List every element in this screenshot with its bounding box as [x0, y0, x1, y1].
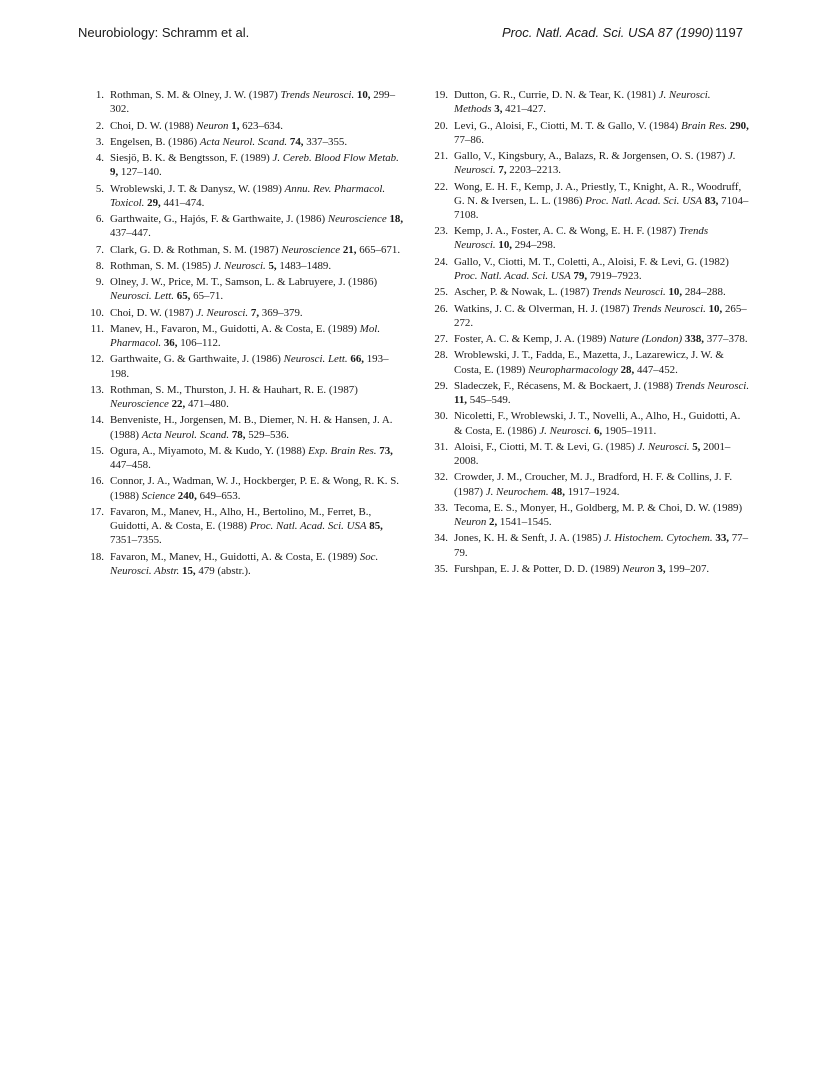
reference-pages: 369–379. [261, 306, 303, 319]
reference-item [424, 409, 750, 437]
reference-number: 26. [434, 302, 448, 315]
reference-item [80, 119, 406, 133]
reference-pages: 529–536. [248, 428, 290, 441]
reference-number: 6. [95, 213, 104, 226]
reference-journal: Neuroscience [281, 243, 341, 256]
reference-authors: Foster, A. C. & Kemp, J. A. (1989) [454, 333, 607, 345]
reference-number: 17. [90, 505, 104, 518]
reference-volume: 33, [715, 532, 729, 545]
reference-journal: J. Neurosci. Methods [454, 89, 711, 116]
reference-pages: 665–671. [359, 243, 401, 256]
reference-volume: 290, [729, 119, 749, 132]
reference-authors: Favaron, M., Manev, H., Guidotti, A. & Costa, E. (1989) [110, 550, 358, 563]
reference-number: 5. [95, 182, 104, 195]
reference-number: 20. [434, 119, 448, 132]
reference-journal: Neuroscience [327, 213, 387, 226]
page-header [78, 25, 743, 45]
reference-item [424, 88, 750, 116]
reference-volume: 3, [494, 103, 503, 116]
reference-pages: 1905–1911. [604, 424, 657, 437]
reference-journal: J. Neurosci. [539, 424, 592, 437]
reference-authors: Aloisi, F., Ciotti, M. T. & Levi, G. (1985) [454, 440, 635, 453]
reference-journal: Neurosci. Lett. [110, 290, 175, 303]
reference-volume: 240, [177, 489, 197, 502]
reference-pages: 7919–7923. [589, 269, 642, 282]
reference-pages: 199–207. [668, 562, 710, 575]
reference-number: 13. [90, 383, 104, 396]
reference-journal: Neuron [622, 562, 655, 575]
running-head-journal: Proc. Natl. Acad. Sci. USA 87 (1990) [502, 25, 714, 40]
reference-journal: Neuroscience [110, 398, 169, 411]
reference-pages: 1483–1489. [279, 259, 332, 272]
page-number: 1197 [715, 25, 743, 40]
reference-volume: 65, [176, 290, 191, 303]
reference-volume: 7, [498, 164, 507, 177]
reference-authors: Benveniste, H., Jorgensen, M. B., Diemer, N. H. & Hansen, J. A. (1988) [110, 414, 393, 441]
reference-journal: J. Neurochem. [485, 485, 549, 498]
reference-journal: Neuropharmacology [528, 363, 618, 376]
reference-pages: 441–474. [163, 196, 205, 209]
reference-number: 34. [434, 532, 448, 545]
reference-authors: Gallo, V., Ciotti, M. T., Coletti, A., Aloisi, F. & Levi, G. (1982) [454, 255, 729, 268]
reference-pages: 65–71. [193, 290, 224, 303]
reference-item [424, 379, 750, 407]
reference-journal: J. Neurosci. [213, 259, 266, 272]
reference-number: 1. [95, 89, 104, 101]
reference-volume: 28, [620, 363, 635, 376]
references-column-right [424, 88, 750, 578]
reference-volume: 79, [573, 269, 588, 282]
reference-journal: Acta Neurol. Scand. [199, 135, 288, 148]
reference-journal: J. Neurosci. [196, 306, 249, 319]
reference-volume: 10, [356, 89, 371, 101]
reference-number: 30. [434, 410, 448, 423]
reference-journal: Neuron [196, 119, 229, 132]
reference-journal: Soc. Neurosci. Abstr. [110, 550, 379, 577]
reference-journal: J. Cereb. Blood Flow Metab. [272, 152, 399, 165]
running-head-section: Neurobiology: Schramm et al. [78, 25, 250, 40]
reference-volume: 1, [231, 119, 240, 132]
reference-authors: Olney, J. W., Price, M. T., Samson, L. & Labruyere, J. (1986) [110, 276, 378, 289]
reference-authors: Rothman, S. M. (1985) [110, 259, 212, 272]
reference-volume: 22, [171, 398, 186, 411]
reference-volume: 66, [350, 353, 364, 366]
reference-item [80, 135, 406, 149]
reference-authors: Siesjö, B. K. & Bengtsson, F. (1989) [110, 152, 270, 165]
reference-item [424, 149, 750, 177]
reference-authors: Ascher, P. & Nowak, L. (1987) [454, 286, 590, 299]
reference-pages: 7104–7108. [454, 194, 749, 221]
reference-item [424, 302, 750, 330]
reference-journal: Trends Neurosci. [454, 225, 709, 252]
reference-authors: Wong, E. H. F., Kemp, J. A., Priestly, T., Knight, A. R., Woodruff, G. N. & Iversen, L. L. (1986) [454, 180, 742, 207]
reference-pages: 1541–1545. [499, 516, 552, 528]
reference-number: 25. [434, 286, 448, 299]
reference-number: 12. [90, 353, 104, 366]
reference-journal: Annu. Rev. Pharmacol. Toxicol. [110, 182, 386, 209]
reference-pages: 106–112. [180, 337, 221, 350]
reference-pages: 7351–7355. [110, 534, 162, 547]
reference-volume: 10, [498, 239, 513, 252]
reference-pages: 649–653. [199, 489, 241, 502]
reference-journal: Proc. Natl. Acad. Sci. USA [249, 520, 367, 533]
reference-pages: 294–298. [514, 239, 556, 252]
reference-pages: 447–452. [636, 363, 678, 376]
references-column-left [80, 88, 406, 580]
reference-pages: 284–288. [684, 286, 726, 299]
reference-pages: 421–427. [505, 103, 546, 116]
reference-volume: 10, [668, 286, 683, 299]
reference-authors: Manev, H., Favaron, M., Guidotti, A. & Costa, E. (1989) [110, 322, 358, 335]
reference-pages: 545–549. [469, 394, 511, 406]
reference-authors: Sladeczek, F., Récasens, M. & Bockaert, J. (1988) [454, 379, 673, 392]
reference-journal: Proc. Natl. Acad. Sci. USA [454, 269, 571, 282]
reference-authors: Garthwaite, G. & Garthwaite, J. (1986) [110, 353, 281, 366]
reference-item [424, 440, 750, 468]
reference-volume: 48, [551, 485, 565, 498]
reference-journal: Acta Neurol. Scand. [141, 428, 230, 441]
reference-authors: Choi, D. W. (1987) [110, 306, 194, 319]
reference-item [424, 470, 750, 498]
reference-item [424, 348, 750, 376]
reference-authors: Engelsen, B. (1986) [110, 135, 198, 148]
reference-volume: 9, [110, 166, 119, 179]
reference-number: 11. [90, 322, 104, 335]
reference-item [80, 212, 406, 240]
reference-number: 16. [90, 475, 104, 488]
reference-volume: 78, [231, 428, 246, 441]
reference-volume: 74, [289, 135, 304, 148]
reference-item [424, 285, 750, 299]
reference-authors: Rothman, S. M., Thurston, J. H. & Hauhart, R. E. (1987) [110, 383, 358, 396]
reference-pages: 447–458. [110, 459, 151, 472]
reference-item [424, 531, 750, 559]
reference-item [80, 275, 406, 303]
reference-pages: 2001–2008. [454, 440, 731, 467]
reference-authors: Wroblewski, J. T., Fadda, E., Mazetta, J., Lazarewicz, J. W. & Costa, E. (1989) [454, 349, 724, 376]
reference-number: 24. [434, 255, 448, 268]
reference-number: 7. [95, 243, 104, 256]
reference-item [80, 550, 406, 578]
reference-pages: 1917–1924. [567, 485, 620, 498]
reference-volume: 3, [657, 562, 666, 575]
reference-item [80, 444, 406, 472]
reference-item [80, 352, 406, 380]
reference-volume: 83, [704, 194, 719, 207]
reference-journal: Proc. Natl. Acad. Sci. USA [585, 194, 703, 207]
reference-volume: 85, [369, 520, 383, 533]
reference-number: 9. [95, 276, 104, 289]
reference-item [80, 322, 406, 350]
reference-item [80, 383, 406, 411]
reference-item [80, 243, 406, 257]
reference-volume: 2, [489, 516, 498, 528]
reference-authors: Gallo, V., Kingsbury, A., Balazs, R. & Jorgensen, O. S. (1987) [454, 150, 726, 162]
reference-item [424, 332, 750, 346]
reference-number: 2. [95, 119, 104, 132]
reference-number: 3. [95, 135, 104, 148]
reference-number: 21. [434, 150, 448, 162]
reference-number: 19. [434, 89, 448, 101]
reference-pages: 193–198. [110, 353, 389, 380]
reference-journal: Exp. Brain Res. [308, 444, 377, 457]
reference-journal: Trends Neurosci. [592, 286, 666, 299]
reference-number: 10. [90, 306, 104, 319]
reference-volume: 338, [684, 333, 704, 345]
reference-authors: Ogura, A., Miyamoto, M. & Kudo, Y. (1988) [110, 444, 306, 457]
reference-item [80, 182, 406, 210]
reference-number: 18. [90, 550, 104, 563]
reference-number: 28. [434, 349, 448, 362]
reference-number: 31. [434, 440, 448, 453]
reference-journal: Nature (London) [609, 333, 683, 345]
reference-authors: Garthwaite, G., Hajós, F. & Garthwaite, J. (1986) [110, 213, 326, 226]
reference-pages: 337–355. [306, 135, 348, 148]
reference-authors: Nicoletti, F., Wroblewski, J. T., Novelli, A., Alho, H., Guidotti, A. & Costa, E. (1986) [454, 410, 741, 437]
reference-pages: 479 (abstr.). [198, 564, 251, 577]
reference-item [80, 259, 406, 273]
reference-number: 4. [95, 152, 104, 165]
reference-number: 15. [90, 444, 104, 457]
reference-authors: Clark, G. D. & Rothman, S. M. (1987) [110, 243, 279, 256]
reference-number: 29. [434, 379, 448, 392]
reference-item [80, 151, 406, 179]
reference-number: 23. [434, 225, 448, 238]
reference-journal: Trends Neurosci. [280, 89, 355, 101]
reference-volume: 15, [182, 564, 196, 577]
reference-item [424, 562, 750, 576]
reference-pages: 2203–2213. [509, 164, 562, 177]
reference-journal: Trends Neurosci. [675, 379, 750, 392]
reference-journal: Neuron [454, 516, 487, 528]
reference-volume: 21, [342, 243, 357, 256]
reference-authors: Choi, D. W. (1988) [110, 119, 194, 132]
reference-journal: J. Histochem. Cytochem. [604, 532, 713, 545]
reference-authors: Levi, G., Aloisi, F., Ciotti, M. T. & Gallo, V. (1984) [454, 119, 679, 132]
reference-number: 33. [434, 501, 448, 514]
reference-authors: Tecoma, E. S., Monyer, H., Goldberg, M. P. & Choi, D. W. (1989) [454, 501, 743, 514]
reference-number: 14. [90, 414, 104, 427]
reference-volume: 7, [250, 306, 260, 319]
reference-volume: 6, [593, 424, 603, 437]
reference-authors: Wroblewski, J. T. & Danysz, W. (1989) [110, 182, 282, 195]
reference-number: 8. [95, 259, 104, 272]
reference-authors: Watkins, J. C. & Olverman, H. J. (1987) [454, 302, 630, 315]
reference-pages: 471–480. [187, 398, 229, 411]
reference-item [80, 474, 406, 502]
reference-pages: 437–447. [110, 227, 151, 240]
reference-journal: Brain Res. [681, 119, 728, 132]
reference-journal: Science [141, 489, 176, 502]
reference-item [424, 224, 750, 252]
reference-journal: Mol. Pharmacol. [110, 322, 381, 350]
reference-journal: J. Neurosci. [637, 440, 690, 453]
reference-item [424, 255, 750, 283]
reference-volume: 73, [379, 444, 393, 457]
reference-authors: Dutton, G. R., Currie, D. N. & Tear, K. (1981) [454, 89, 656, 101]
reference-pages: 265–272. [454, 302, 747, 329]
reference-authors: Kemp, J. A., Foster, A. C. & Wong, E. H. F. (1987) [454, 225, 677, 238]
reference-authors: Rothman, S. M. & Olney, J. W. (1987) [110, 89, 278, 101]
reference-authors: Favaron, M., Manev, H., Alho, H., Bertolino, M., Ferret, B., Guidotti, A. & Costa, E. (1988) [110, 505, 372, 533]
reference-item [424, 119, 750, 147]
reference-item [80, 413, 406, 441]
reference-journal: Trends Neurosci. [632, 302, 706, 315]
reference-volume: 18, [389, 213, 404, 226]
reference-number: 27. [434, 333, 448, 345]
reference-authors: Furshpan, E. J. & Potter, D. D. (1989) [454, 562, 620, 575]
reference-pages: 299–302. [110, 89, 396, 116]
reference-volume: 29, [147, 196, 161, 209]
reference-pages: 127–140. [120, 166, 162, 179]
reference-item [424, 501, 750, 529]
reference-volume: 5, [268, 259, 277, 272]
reference-pages: 77–86. [454, 133, 484, 146]
reference-pages: 377–378. [706, 333, 748, 345]
reference-journal: J. Neurosci. [454, 150, 736, 177]
reference-authors: Connor, J. A., Wadman, W. J., Hockberger, P. E. & Wong, R. K. S. (1988) [110, 475, 400, 502]
reference-authors: Crowder, J. M., Croucher, M. J., Bradford, H. F. & Collins, J. F. (1987) [454, 471, 733, 498]
reference-volume: 10, [708, 302, 723, 315]
reference-authors: Jones, K. H. & Senft, J. A. (1985) [454, 532, 602, 545]
reference-number: 32. [434, 471, 448, 484]
reference-number: 22. [434, 180, 448, 193]
reference-item [424, 180, 750, 223]
reference-volume: 36, [163, 337, 178, 350]
reference-item [80, 306, 406, 320]
reference-pages: 77–79. [454, 532, 749, 559]
reference-pages: 623–634. [242, 119, 283, 132]
reference-item [80, 505, 406, 548]
reference-volume: 11, [454, 394, 468, 406]
reference-item [80, 88, 406, 116]
reference-journal: Neurosci. Lett. [283, 353, 348, 366]
reference-volume: 5, [692, 440, 701, 453]
reference-number: 35. [434, 562, 448, 575]
